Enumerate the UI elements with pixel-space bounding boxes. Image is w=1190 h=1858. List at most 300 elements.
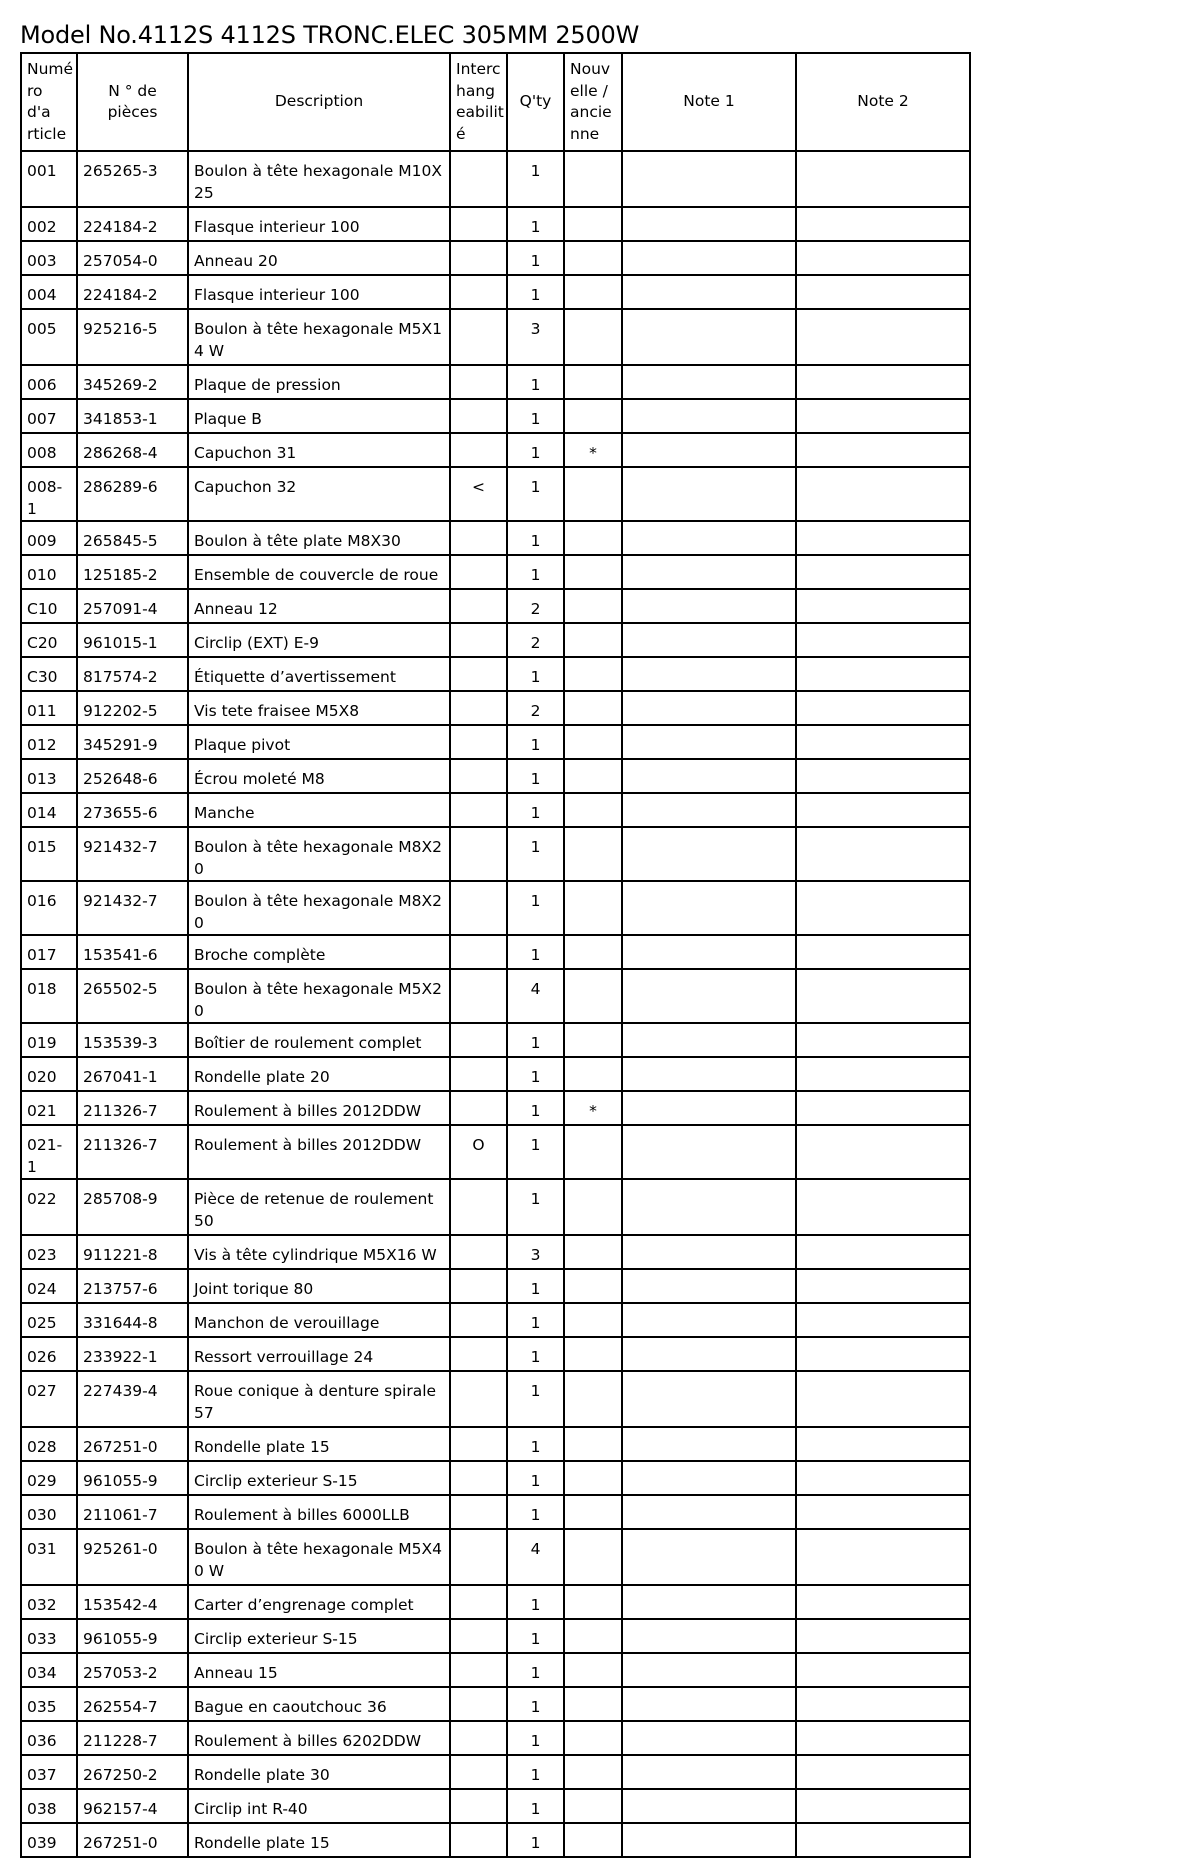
cell-description: Rondelle plate 20 [188,1057,450,1091]
cell-qty: 1 [507,1125,564,1179]
cell-description: Vis tete fraisee M5X8 [188,691,450,725]
cell-part-no: 265265-3 [77,151,188,207]
table-row [21,969,970,1023]
cell-new-old [564,1337,622,1371]
cell-item-no: 031 [21,1529,77,1585]
cell-description: Rondelle plate 15 [188,1823,450,1857]
cell-interchangeability [450,759,507,793]
table-body [21,151,970,1857]
cell-qty: 1 [507,1721,564,1755]
cell-part-no: 345269-2 [77,365,188,399]
cell-interchangeability [450,657,507,691]
cell-item-no: 038 [21,1789,77,1823]
cell-interchangeability [450,1585,507,1619]
cell-note-2 [796,207,970,241]
cell-description: Ressort verrouillage 24 [188,1337,450,1371]
cell-note-1 [622,1823,796,1857]
cell-qty: 1 [507,1755,564,1789]
cell-interchangeability [450,793,507,827]
cell-new-old [564,1529,622,1585]
header-qty: Q'ty [507,53,564,151]
cell-new-old [564,275,622,309]
cell-part-no: 153539-3 [77,1023,188,1057]
cell-interchangeability [450,1337,507,1371]
cell-item-no: 021-1 [21,1125,77,1179]
table-row [21,1371,970,1427]
cell-interchangeability [450,1619,507,1653]
cell-qty: 1 [507,399,564,433]
cell-part-no: 211326-7 [77,1091,188,1125]
cell-description: Rondelle plate 30 [188,1755,450,1789]
table-row [21,1125,970,1179]
cell-new-old [564,1585,622,1619]
cell-interchangeability [450,623,507,657]
cell-interchangeability [450,1755,507,1789]
table-row [21,793,970,827]
cell-qty: 1 [507,555,564,589]
cell-part-no: 211061-7 [77,1495,188,1529]
cell-description: Capuchon 31 [188,433,450,467]
cell-new-old [564,1303,622,1337]
cell-item-no: 032 [21,1585,77,1619]
cell-item-no: C30 [21,657,77,691]
cell-description: Roulement à billes 6000LLB [188,1495,450,1529]
cell-description: Ensemble de couvercle de roue [188,555,450,589]
cell-note-1 [622,1585,796,1619]
cell-qty: 4 [507,1529,564,1585]
cell-item-no: 039 [21,1823,77,1857]
cell-note-1 [622,1125,796,1179]
cell-note-1 [622,1179,796,1235]
table-row [21,1337,970,1371]
cell-description: Broche complète [188,935,450,969]
table-row [21,1789,970,1823]
cell-interchangeability [450,1823,507,1857]
cell-new-old [564,241,622,275]
cell-part-no: 925216-5 [77,309,188,365]
header-note-1: Note 1 [622,53,796,151]
cell-description: Boulon à tête plate M8X30 [188,521,450,555]
cell-description: Anneau 15 [188,1653,450,1687]
cell-qty: 1 [507,1269,564,1303]
cell-item-no: 013 [21,759,77,793]
cell-item-no: 003 [21,241,77,275]
cell-description: Circlip (EXT) E-9 [188,623,450,657]
table-row [21,623,970,657]
cell-note-2 [796,691,970,725]
table-row [21,935,970,969]
cell-interchangeability [450,433,507,467]
cell-interchangeability [450,151,507,207]
cell-interchangeability [450,1529,507,1585]
cell-part-no: 911221-8 [77,1235,188,1269]
table-row [21,309,970,365]
cell-description: Roue conique à denture spirale 57 [188,1371,450,1427]
cell-new-old [564,657,622,691]
header-description: Description [188,53,450,151]
cell-part-no: 817574-2 [77,657,188,691]
cell-note-1 [622,793,796,827]
cell-note-1 [622,1529,796,1585]
cell-qty: 1 [507,1461,564,1495]
table-row [21,691,970,725]
cell-interchangeability [450,1687,507,1721]
cell-interchangeability [450,881,507,935]
cell-description: Boîtier de roulement complet [188,1023,450,1057]
cell-note-2 [796,657,970,691]
cell-part-no: 273655-6 [77,793,188,827]
table-row [21,1653,970,1687]
cell-interchangeability [450,1653,507,1687]
cell-note-2 [796,1371,970,1427]
cell-description: Plaque B [188,399,450,433]
cell-item-no: 020 [21,1057,77,1091]
cell-description: Bague en caoutchouc 36 [188,1687,450,1721]
cell-qty: 1 [507,1023,564,1057]
cell-part-no: 961055-9 [77,1461,188,1495]
cell-part-no: 341853-1 [77,399,188,433]
cell-new-old [564,1179,622,1235]
cell-note-2 [796,555,970,589]
cell-qty: 1 [507,433,564,467]
cell-new-old [564,309,622,365]
table-row [21,1179,970,1235]
cell-qty: 1 [507,935,564,969]
cell-item-no: 006 [21,365,77,399]
cell-part-no: 233922-1 [77,1337,188,1371]
cell-qty: 1 [507,1789,564,1823]
cell-part-no: 211228-7 [77,1721,188,1755]
table-row [21,1619,970,1653]
cell-note-2 [796,969,970,1023]
cell-note-1 [622,589,796,623]
cell-new-old [564,623,622,657]
cell-part-no: 224184-2 [77,275,188,309]
cell-note-2 [796,793,970,827]
cell-item-no: 033 [21,1619,77,1653]
cell-qty: 1 [507,793,564,827]
cell-qty: 1 [507,1337,564,1371]
cell-note-2 [796,275,970,309]
cell-interchangeability [450,1427,507,1461]
cell-new-old [564,151,622,207]
cell-item-no: 019 [21,1023,77,1057]
cell-interchangeability: < [450,467,507,521]
cell-qty: 1 [507,151,564,207]
cell-qty: 1 [507,657,564,691]
cell-note-1 [622,725,796,759]
cell-note-1 [622,827,796,881]
table-row [21,433,970,467]
cell-new-old [564,1789,622,1823]
cell-part-no: 257091-4 [77,589,188,623]
cell-description: Roulement à billes 6202DDW [188,1721,450,1755]
cell-item-no: 015 [21,827,77,881]
cell-item-no: 036 [21,1721,77,1755]
cell-part-no: 286268-4 [77,433,188,467]
cell-description: Pièce de retenue de roulement 50 [188,1179,450,1235]
cell-item-no: 014 [21,793,77,827]
cell-note-1 [622,1427,796,1461]
cell-description: Écrou moleté M8 [188,759,450,793]
cell-interchangeability [450,935,507,969]
cell-qty: 1 [507,207,564,241]
cell-description: Anneau 20 [188,241,450,275]
header-interchangeability: Interc hang eabilit é [450,53,507,151]
cell-note-2 [796,151,970,207]
cell-description: Capuchon 32 [188,467,450,521]
cell-note-1 [622,1057,796,1091]
cell-note-2 [796,1091,970,1125]
cell-item-no: 001 [21,151,77,207]
cell-note-1 [622,1461,796,1495]
cell-description: Circlip exterieur S-15 [188,1619,450,1653]
cell-interchangeability: O [450,1125,507,1179]
cell-part-no: 331644-8 [77,1303,188,1337]
cell-note-1 [622,1653,796,1687]
cell-item-no: 007 [21,399,77,433]
cell-item-no: 024 [21,1269,77,1303]
table-row [21,151,970,207]
cell-item-no: 025 [21,1303,77,1337]
cell-new-old [564,589,622,623]
cell-note-1 [622,1687,796,1721]
cell-interchangeability [450,1461,507,1495]
cell-note-2 [796,725,970,759]
table-row [21,725,970,759]
cell-note-1 [622,151,796,207]
cell-qty: 1 [507,1057,564,1091]
cell-note-2 [796,241,970,275]
cell-qty: 1 [507,365,564,399]
cell-qty: 2 [507,691,564,725]
cell-interchangeability [450,275,507,309]
cell-part-no: 912202-5 [77,691,188,725]
table-row [21,1755,970,1789]
cell-item-no: 010 [21,555,77,589]
cell-note-1 [622,1619,796,1653]
cell-new-old [564,467,622,521]
cell-description: Rondelle plate 15 [188,1427,450,1461]
table-header-row [21,53,970,151]
table-row [21,1023,970,1057]
cell-interchangeability [450,969,507,1023]
table-row [21,1495,970,1529]
table-row [21,1687,970,1721]
cell-note-2 [796,827,970,881]
cell-new-old [564,399,622,433]
cell-note-1 [622,969,796,1023]
cell-new-old [564,555,622,589]
cell-item-no: C10 [21,589,77,623]
cell-part-no: 262554-7 [77,1687,188,1721]
table-row [21,1529,970,1585]
cell-interchangeability [450,725,507,759]
cell-new-old [564,881,622,935]
cell-new-old [564,521,622,555]
cell-item-no: 004 [21,275,77,309]
cell-note-2 [796,467,970,521]
cell-note-1 [622,521,796,555]
cell-description: Manche [188,793,450,827]
table-row [21,467,970,521]
cell-description: Vis à tête cylindrique M5X16 W [188,1235,450,1269]
cell-item-no: 027 [21,1371,77,1427]
cell-note-2 [796,1789,970,1823]
table-row [21,555,970,589]
cell-part-no: 267251-0 [77,1823,188,1857]
cell-item-no: 011 [21,691,77,725]
cell-description: Étiquette d’avertissement [188,657,450,691]
parts-table [20,52,971,1858]
cell-part-no: 962157-4 [77,1789,188,1823]
cell-part-no: 345291-9 [77,725,188,759]
cell-note-1 [622,433,796,467]
table-row [21,1585,970,1619]
table-row [21,589,970,623]
table-row [21,1235,970,1269]
cell-note-2 [796,935,970,969]
cell-interchangeability [450,827,507,881]
cell-note-1 [622,309,796,365]
table-row [21,275,970,309]
cell-description: Boulon à tête hexagonale M5X40 W [188,1529,450,1585]
cell-note-2 [796,433,970,467]
cell-part-no: 961015-1 [77,623,188,657]
cell-new-old [564,1125,622,1179]
cell-interchangeability [450,1235,507,1269]
cell-interchangeability [450,1371,507,1427]
cell-note-1 [622,1755,796,1789]
cell-note-2 [796,1687,970,1721]
cell-new-old [564,1687,622,1721]
cell-note-2 [796,1179,970,1235]
cell-part-no: 153542-4 [77,1585,188,1619]
cell-item-no: 026 [21,1337,77,1371]
cell-description: Carter d’engrenage complet [188,1585,450,1619]
cell-note-2 [796,1461,970,1495]
cell-new-old [564,935,622,969]
cell-new-old [564,725,622,759]
cell-note-2 [796,1057,970,1091]
cell-part-no: 267251-0 [77,1427,188,1461]
table-row [21,1823,970,1857]
cell-note-1 [622,759,796,793]
table-row [21,1091,970,1125]
table-row [21,1057,970,1091]
cell-item-no: 034 [21,1653,77,1687]
cell-note-1 [622,241,796,275]
cell-note-1 [622,1235,796,1269]
table-row [21,241,970,275]
cell-item-no: 016 [21,881,77,935]
cell-new-old [564,691,622,725]
cell-qty: 1 [507,467,564,521]
cell-note-2 [796,1755,970,1789]
cell-item-no: 008-1 [21,467,77,521]
cell-item-no: 028 [21,1427,77,1461]
cell-item-no: 037 [21,1755,77,1789]
cell-interchangeability [450,1495,507,1529]
cell-note-1 [622,881,796,935]
cell-note-2 [796,623,970,657]
cell-new-old [564,1653,622,1687]
table-row [21,365,970,399]
cell-note-1 [622,207,796,241]
table-row [21,657,970,691]
cell-note-1 [622,1721,796,1755]
cell-new-old [564,365,622,399]
cell-interchangeability [450,1721,507,1755]
table-row [21,207,970,241]
cell-note-2 [796,759,970,793]
cell-description: Manchon de verouillage [188,1303,450,1337]
cell-interchangeability [450,1057,507,1091]
cell-interchangeability [450,1789,507,1823]
cell-note-2 [796,399,970,433]
cell-interchangeability [450,1179,507,1235]
cell-item-no: 023 [21,1235,77,1269]
document-title: Model No.4112S 4112S TRONC.ELEC 305MM 2500W [20,21,640,49]
cell-interchangeability [450,207,507,241]
cell-interchangeability [450,1023,507,1057]
cell-qty: 1 [507,1653,564,1687]
cell-interchangeability [450,399,507,433]
cell-qty: 1 [507,1619,564,1653]
cell-part-no: 285708-9 [77,1179,188,1235]
cell-new-old [564,793,622,827]
cell-note-2 [796,1235,970,1269]
cell-interchangeability [450,589,507,623]
cell-part-no: 213757-6 [77,1269,188,1303]
cell-interchangeability [450,241,507,275]
cell-description: Boulon à tête hexagonale M5X14 W [188,309,450,365]
cell-note-1 [622,365,796,399]
cell-note-1 [622,1495,796,1529]
header-new-old: Nouv elle / ancie nne [564,53,622,151]
header-note-2: Note 2 [796,53,970,151]
cell-part-no: 267041-1 [77,1057,188,1091]
cell-qty: 1 [507,1427,564,1461]
cell-new-old [564,1427,622,1461]
cell-note-2 [796,1585,970,1619]
cell-qty: 1 [507,759,564,793]
cell-note-2 [796,1427,970,1461]
cell-qty: 2 [507,623,564,657]
cell-qty: 1 [507,1179,564,1235]
cell-description: Plaque de pression [188,365,450,399]
table-row [21,399,970,433]
cell-part-no: 925261-0 [77,1529,188,1585]
cell-new-old [564,759,622,793]
cell-description: Flasque interieur 100 [188,275,450,309]
cell-part-no: 961055-9 [77,1619,188,1653]
cell-note-1 [622,1269,796,1303]
cell-item-no: 022 [21,1179,77,1235]
cell-qty: 1 [507,881,564,935]
cell-interchangeability [450,691,507,725]
cell-new-old [564,1721,622,1755]
cell-item-no: 021 [21,1091,77,1125]
cell-new-old [564,969,622,1023]
cell-description: Anneau 12 [188,589,450,623]
cell-new-old: * [564,433,622,467]
cell-new-old [564,1755,622,1789]
cell-part-no: 224184-2 [77,207,188,241]
cell-interchangeability [450,555,507,589]
cell-qty: 1 [507,1091,564,1125]
cell-new-old [564,827,622,881]
